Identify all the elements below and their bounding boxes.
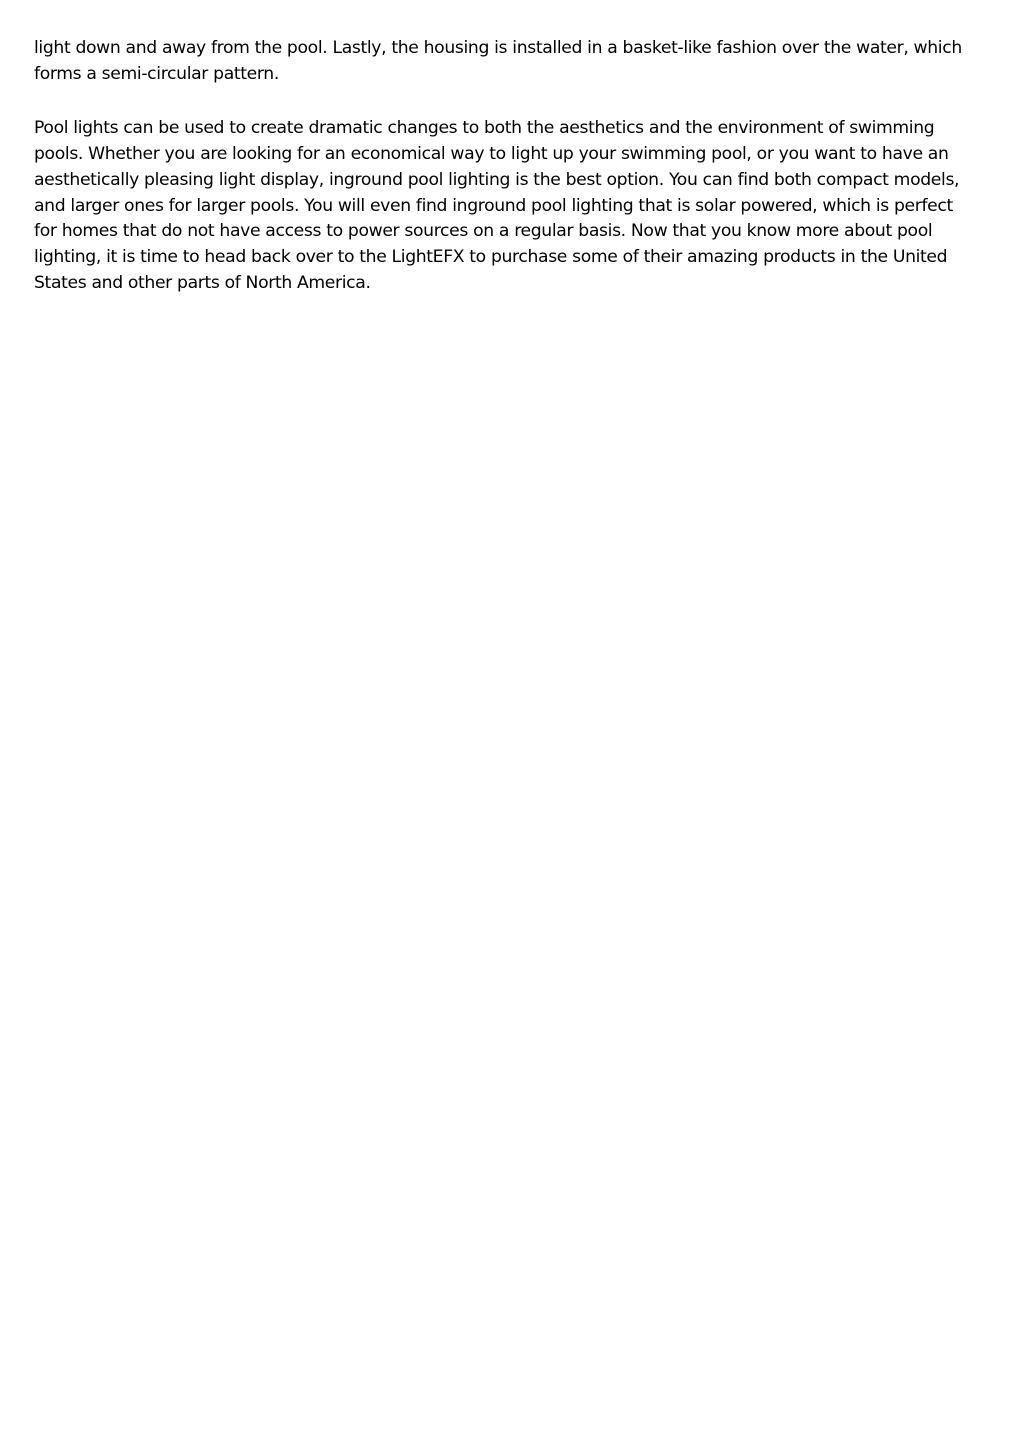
text-line: States and other parts of North America. bbox=[34, 272, 371, 293]
document-body bbox=[34, 36, 984, 296]
text-line: light down and away from the pool. Lastly, the housing is installed in a basket-like fashion over the water, which bbox=[34, 38, 962, 58]
text-line: for homes that do not have access to power sources on a regular basis. Now that you know more about pool bbox=[34, 221, 933, 242]
text-line: pools. Whether you are looking for an economical way to light up your swimming pool, or you want to have an bbox=[34, 144, 949, 165]
paragraph-housing bbox=[34, 36, 984, 87]
text-line: forms a semi-circular pattern. bbox=[34, 63, 279, 84]
text-line: aesthetically pleasing light display, inground pool lighting is the best option. You can find both compact models, bbox=[34, 169, 960, 190]
text-line: lighting, it is time to head back over to the LightEFX to purchase some of their amazing products in the United bbox=[34, 246, 948, 267]
text-line: and larger ones for larger pools. You will even find inground pool lighting that is solar powered, which is perfect bbox=[34, 195, 953, 216]
text-line: Pool lights can be used to create dramatic changes to both the aesthetics and the environment of swimming bbox=[34, 118, 935, 139]
paragraph-pool-lights bbox=[34, 116, 984, 296]
